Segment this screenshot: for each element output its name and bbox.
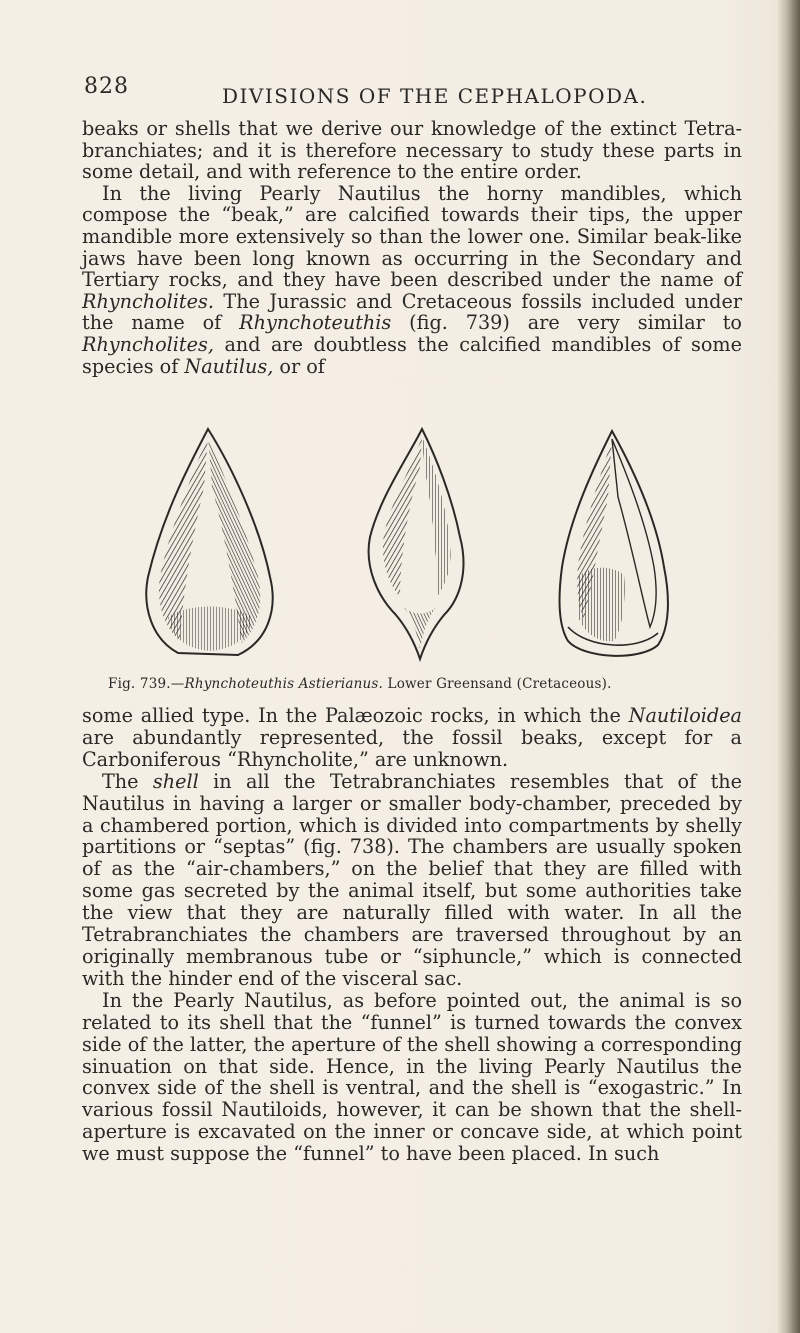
- beak-view-right: [560, 431, 668, 656]
- taxon-rhyncholites: Rhyncholites.: [82, 289, 214, 313]
- paragraph-2-text-a: In the living Pearly Nautilus the horny mandibles, which compose the “beak,” are calcified towards their tips, the upper mandible more extensively so than the lower one. Similar beak-like jaws have been long known as occurring in the Secondary and Tertiary rocks, and they have been described under the name of: [82, 181, 742, 292]
- page-header: [84, 74, 744, 114]
- term-shell: shell: [152, 769, 199, 793]
- paragraph-3: [82, 705, 742, 771]
- rhynchoteuthis-illustration: [138, 427, 698, 667]
- paragraph-3-text-b: are abundantly represented, the fossil beaks, except for a Carboniferous “Rhyncholite,” are unknown.: [82, 725, 742, 771]
- paragraph-2-text-b: The Jurassic and Cretaceous fossils included under the name of: [82, 289, 742, 335]
- taxon-nautilus: Nautilus,: [184, 354, 274, 378]
- paragraph-4-text-a: The: [102, 769, 153, 793]
- figure-caption: [108, 676, 728, 692]
- caption-prefix: Fig. 739.—: [108, 676, 185, 692]
- bottom-text-block: [82, 705, 742, 1165]
- running-head: DIVISIONS OF THE CEPHALOPODA.: [222, 84, 648, 108]
- paragraph-2: [82, 183, 742, 377]
- page-edge: [778, 0, 800, 1333]
- paragraph-2-text-c: (fig. 739) are very similar to: [391, 311, 742, 335]
- paragraph-1: beaks or shells that we derive our knowledge of the extinct Tetra-branchiates; and it is therefore necessary to study these parts in some detail, and with reference to the entire order.: [82, 117, 742, 184]
- page-number: 828: [84, 74, 129, 99]
- caption-species-name: Rhynchoteuthis Astierianus.: [184, 676, 384, 692]
- beak-view-middle: [369, 429, 464, 659]
- paragraph-5: In the Pearly Nautilus, as before pointed out, the animal is so related to its shell that the “funnel” is turned towards the convex side of the latter, the aperture of the shell showing a corresponding sinuation on that side. Hence, in the living Pearly Nautilus the convex side of the shell is ventral, and the shell is “exogastric.” In various fossil Nautiloids, however, it can be shown that the shell-aperture is excavated on the inner or concave side, at which point we must suppose the “funnel” to have been placed. In such: [82, 988, 742, 1166]
- paragraph-4-text-b: in all the Tetrabranchiates resembles that of the Nautilus in having a larger or smaller body-chamber, preceded by a chambered portion, which is divided into compartments by shelly partitions or “septas” (fig. 738). The chambers are usually spoken of as the “air-chambers,” on the belief that they are filled with some gas secreted by the animal itself, but some authorities take the view that they are naturally filled with water. In all the Tetrabranchiates the chambers are traversed throughout by an originally membranous tube or “siphuncle,” which is connected with the hinder end of the visceral sac.: [82, 769, 742, 990]
- paragraph-2-text-d: and are doubtless the calcified mandibles of some species of: [82, 332, 742, 378]
- beak-view-left: [146, 429, 272, 655]
- caption-locality: Lower Greensand (Cretaceous).: [383, 676, 612, 692]
- paragraph-3-text-a: some allied type. In the Palæozoic rocks, in which the: [82, 704, 629, 727]
- taxon-rhynchoteuthis: Rhynchoteuthis: [239, 311, 392, 335]
- taxon-rhyncholites-2: Rhyncholites,: [82, 332, 214, 356]
- paragraph-2-text-e: or of: [273, 354, 325, 378]
- paragraph-4: [82, 771, 742, 990]
- figure-739: [138, 427, 698, 667]
- taxon-nautiloidea: Nautiloidea: [628, 704, 742, 727]
- top-text-block: [82, 118, 742, 377]
